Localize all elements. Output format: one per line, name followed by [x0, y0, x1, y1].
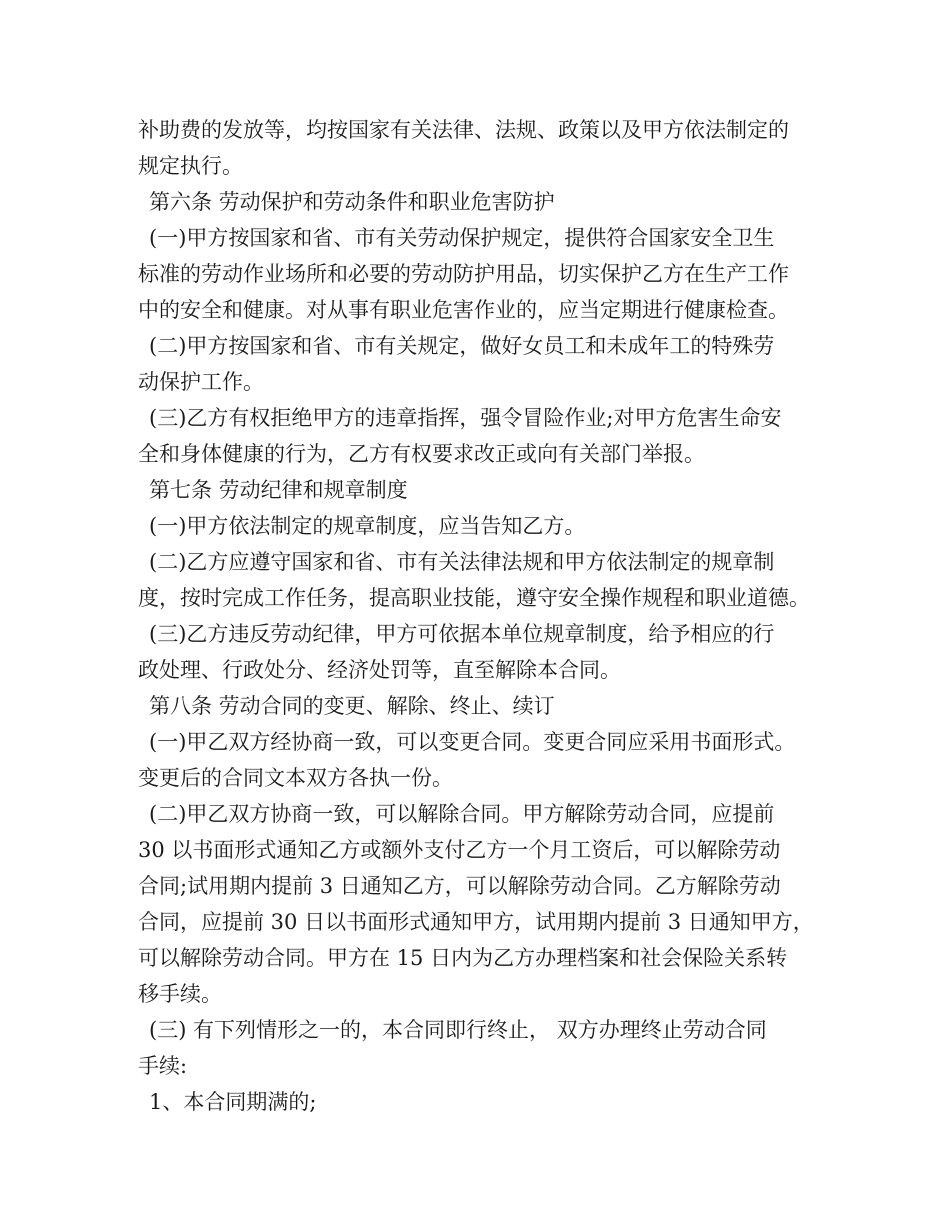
article-heading: 第八条 劳动合同的变更、解除、终止、续订	[149, 694, 555, 718]
paragraph-line: 合同，应提前 30 日以书面形式通知甲方，试用期内提前 3 日通知甲方，	[138, 910, 814, 934]
paragraph-line: 变更后的合同文本双方各执一份。	[138, 766, 453, 790]
paragraph-line: 中的安全和健康。对从事有职业危害作业的，应当定期进行健康检查。	[138, 298, 789, 322]
paragraph-line: 标准的劳动作业场所和必要的劳动防护用品，切实保护乙方在生产工作	[138, 262, 789, 286]
paragraph-line: 补助费的发放等，均按国家有关法律、法规、政策以及甲方依法制定的	[138, 118, 789, 142]
article-heading: 第七条 劳动纪律和规章制度	[149, 478, 408, 502]
paragraph-line: 合同;试用期内提前 3 日通知乙方，可以解除劳动合同。乙方解除劳动	[138, 874, 781, 898]
clause-line: (三)乙方违反劳动纪律，甲方可依据本单位规章制度，给予相应的行	[149, 622, 775, 646]
paragraph-line: 规定执行。	[138, 154, 243, 178]
clause-line: (二)甲乙双方协商一致，可以解除合同。甲方解除劳动合同，应提前	[149, 802, 775, 826]
paragraph-line: 度，按时完成工作任务，提高职业技能，遵守安全操作规程和职业道德。	[138, 586, 810, 610]
paragraph-line: 政处理、行政处分、经济处罚等，直至解除本合同。	[138, 658, 621, 682]
list-item: 1、本合同期满的;	[149, 1090, 317, 1114]
clause-line: (三)乙方有权拒绝甲方的违章指挥，强令冒险作业;对甲方危害生命安	[149, 406, 782, 430]
clause-line: (一)甲乙双方经协商一致，可以变更合同。变更合同应采用书面形式。	[149, 730, 796, 754]
paragraph-line: 可以解除劳动合同。甲方在 15 日内为乙方办理档案和社会保险关系转	[138, 946, 788, 970]
paragraph-line: 动保护工作。	[138, 370, 264, 394]
paragraph-line: 全和身体健康的行为，乙方有权要求改正或向有关部门举报。	[138, 442, 705, 466]
clause-line: (二)乙方应遵守国家和省、市有关法律法规和甲方依法制定的规章制	[149, 550, 775, 574]
clause-line: (二)甲方按国家和省、市有关规定，做好女员工和未成年工的特殊劳	[149, 334, 775, 358]
clause-line: (一)甲方按国家和省、市有关劳动保护规定，提供符合国家安全卫生	[149, 226, 775, 250]
paragraph-line: 30 以书面形式通知乙方或额外支付乙方一个月工资后，可以解除劳动	[138, 838, 781, 862]
paragraph-line: 移手续。	[138, 982, 222, 1006]
paragraph-line: 手续:	[138, 1054, 188, 1078]
clause-line: (三) 有下列情形之一的，本合同即行终止， 双方办理终止劳动合同	[149, 1018, 767, 1042]
article-heading: 第六条 劳动保护和劳动条件和职业危害防护	[149, 190, 555, 214]
clause-line: (一)甲方依法制定的规章制度，应当告知乙方。	[149, 514, 586, 538]
